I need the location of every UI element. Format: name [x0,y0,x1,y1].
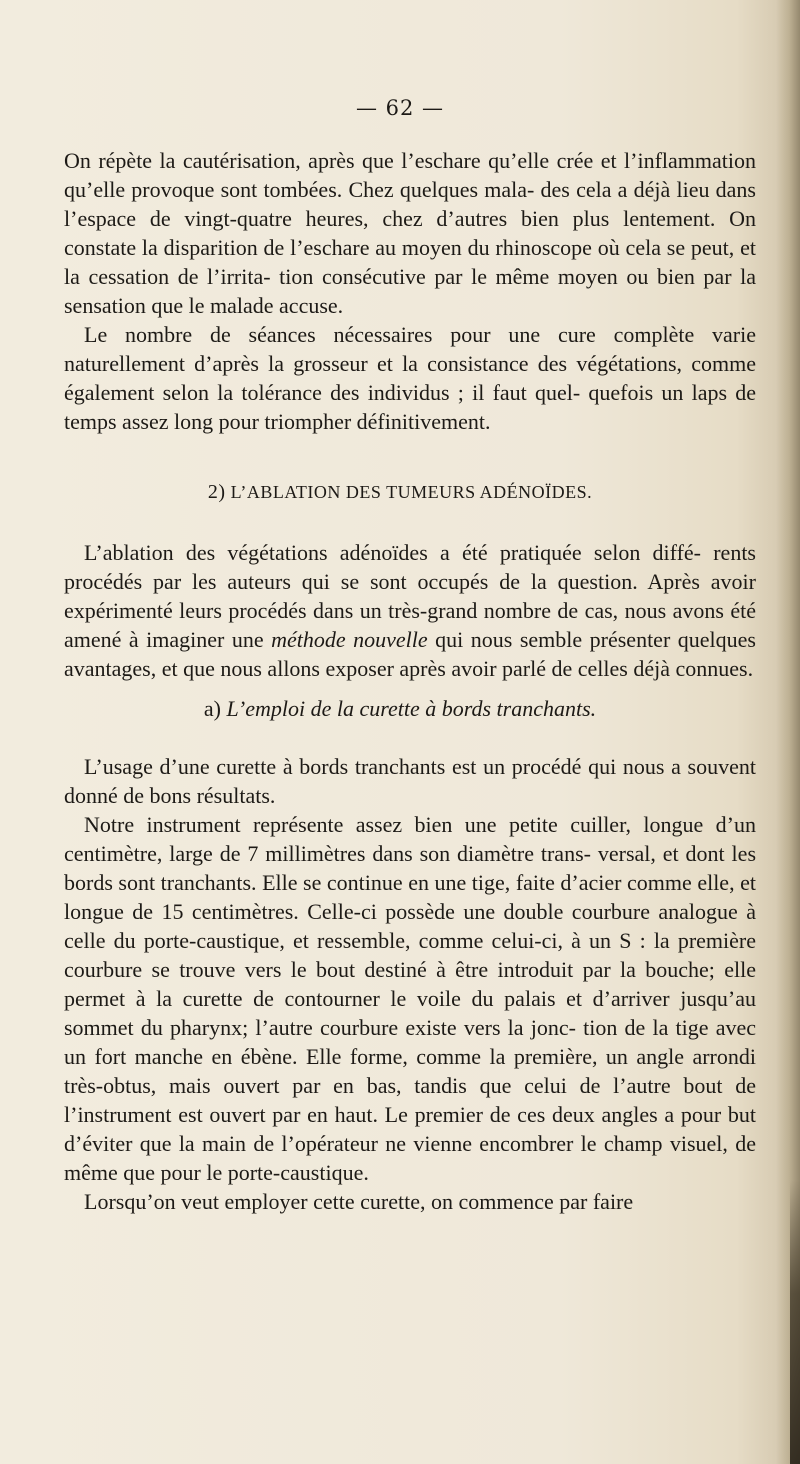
page-binding-shadow [790,1180,800,1464]
paragraph-curette-employment: Lorsqu’on veut employer cette curette, on commence par faire [84,1189,634,1214]
paragraph-block-curette [64,752,756,1216]
paragraph-number-of-sessions: Le nombre de séances nécessaires pour une cure complète varie naturellement d’après la grosseur et la consistance des végétations, comme également selon la tolérance des individus ; il faut quel- quefois un laps de temps assez long pour triompher définitivement. [64,322,756,434]
paragraph-ablation-italic: méthode nouvelle [271,627,428,652]
paragraph-curette-usage: L’usage d’une curette à bords tranchants est un procédé qui nous a souvent donné de bons résultats. [64,754,756,808]
paragraph-ablation-text-a: L’ablation des végétations adénoïdes a été pratiquée selon diffé- rents procédés par les auteurs qui se sont occupés de la question. Après avoir expérimenté leurs procédés dans un très-grand nombre de cas, nous avons été amené à imaginer une [64,540,756,652]
paragraph-ablation-methods [64,538,756,683]
paragraph-ablation-text-b: qui nous semble présenter quelques avantages, et que nous allons exposer après avoir parlé de celles déjà connues. [64,627,756,681]
paragraph-block-cauterization [64,146,756,436]
paragraph-cauterization-repeat: On répète la cautérisation, après que l’eschare qu’elle crée et l’inflammation qu’elle provoque sont tombées. Chez quelques mala- des cela a déjà lieu dans l’espace de vingt-quatre heures, chez d’autres bien plus lentement. On constate la disparition de l’eschare au moyen du rhinoscope où cela se peut, et la cessation de l’irrita- tion consécutive par le même moyen ou bien par la sensation que le malade accuse. [64,148,756,318]
page-number: — 62 — [355,96,445,120]
paragraph-instrument-description: Notre instrument représente assez bien une petite cuiller, longue d’un centimètre, large de 7 millimètres dans son diamètre trans- versal, et dont les bords sont tranchants. Elle se continue en une tige, faite d’acier comme elle, et longue de 15 centimètres. Celle-ci possède une double courbure analogue à celle du porte-caustique, et ressemble, comme celui-ci, à un S : la première courbure se trouve vers le bout destiné à être introduit par la bouche; elle permet à la curette de contourner le voile du palais et d’arriver jusqu’au sommet du pharynx; l’autre courbure existe vers la jonc- tion de la tige avec un fort manche en ébène. Elle forme, comme la première, un angle arrondi très-obtus, mais ouvert par en bas, tandis que celui de l’autre bout de l’instrument est ouvert par en haut. Le premier de ces deux angles a pour but d’éviter que la main de l’opérateur ne vienne encombrer le champ visuel, de même que pour le porte-caustique. [64,812,756,1185]
section-title: L’ABLATION DES TUMEURS ADÉNOÏDES. [230,482,593,502]
section-heading [0,481,800,504]
sub-heading [0,696,800,722]
section-number: 2) [207,481,226,503]
sub-heading-title: L’emploi de la curette à bords tranchants. [226,696,597,721]
paragraph-block-ablation [64,538,756,683]
sub-heading-label: a) [203,696,221,721]
